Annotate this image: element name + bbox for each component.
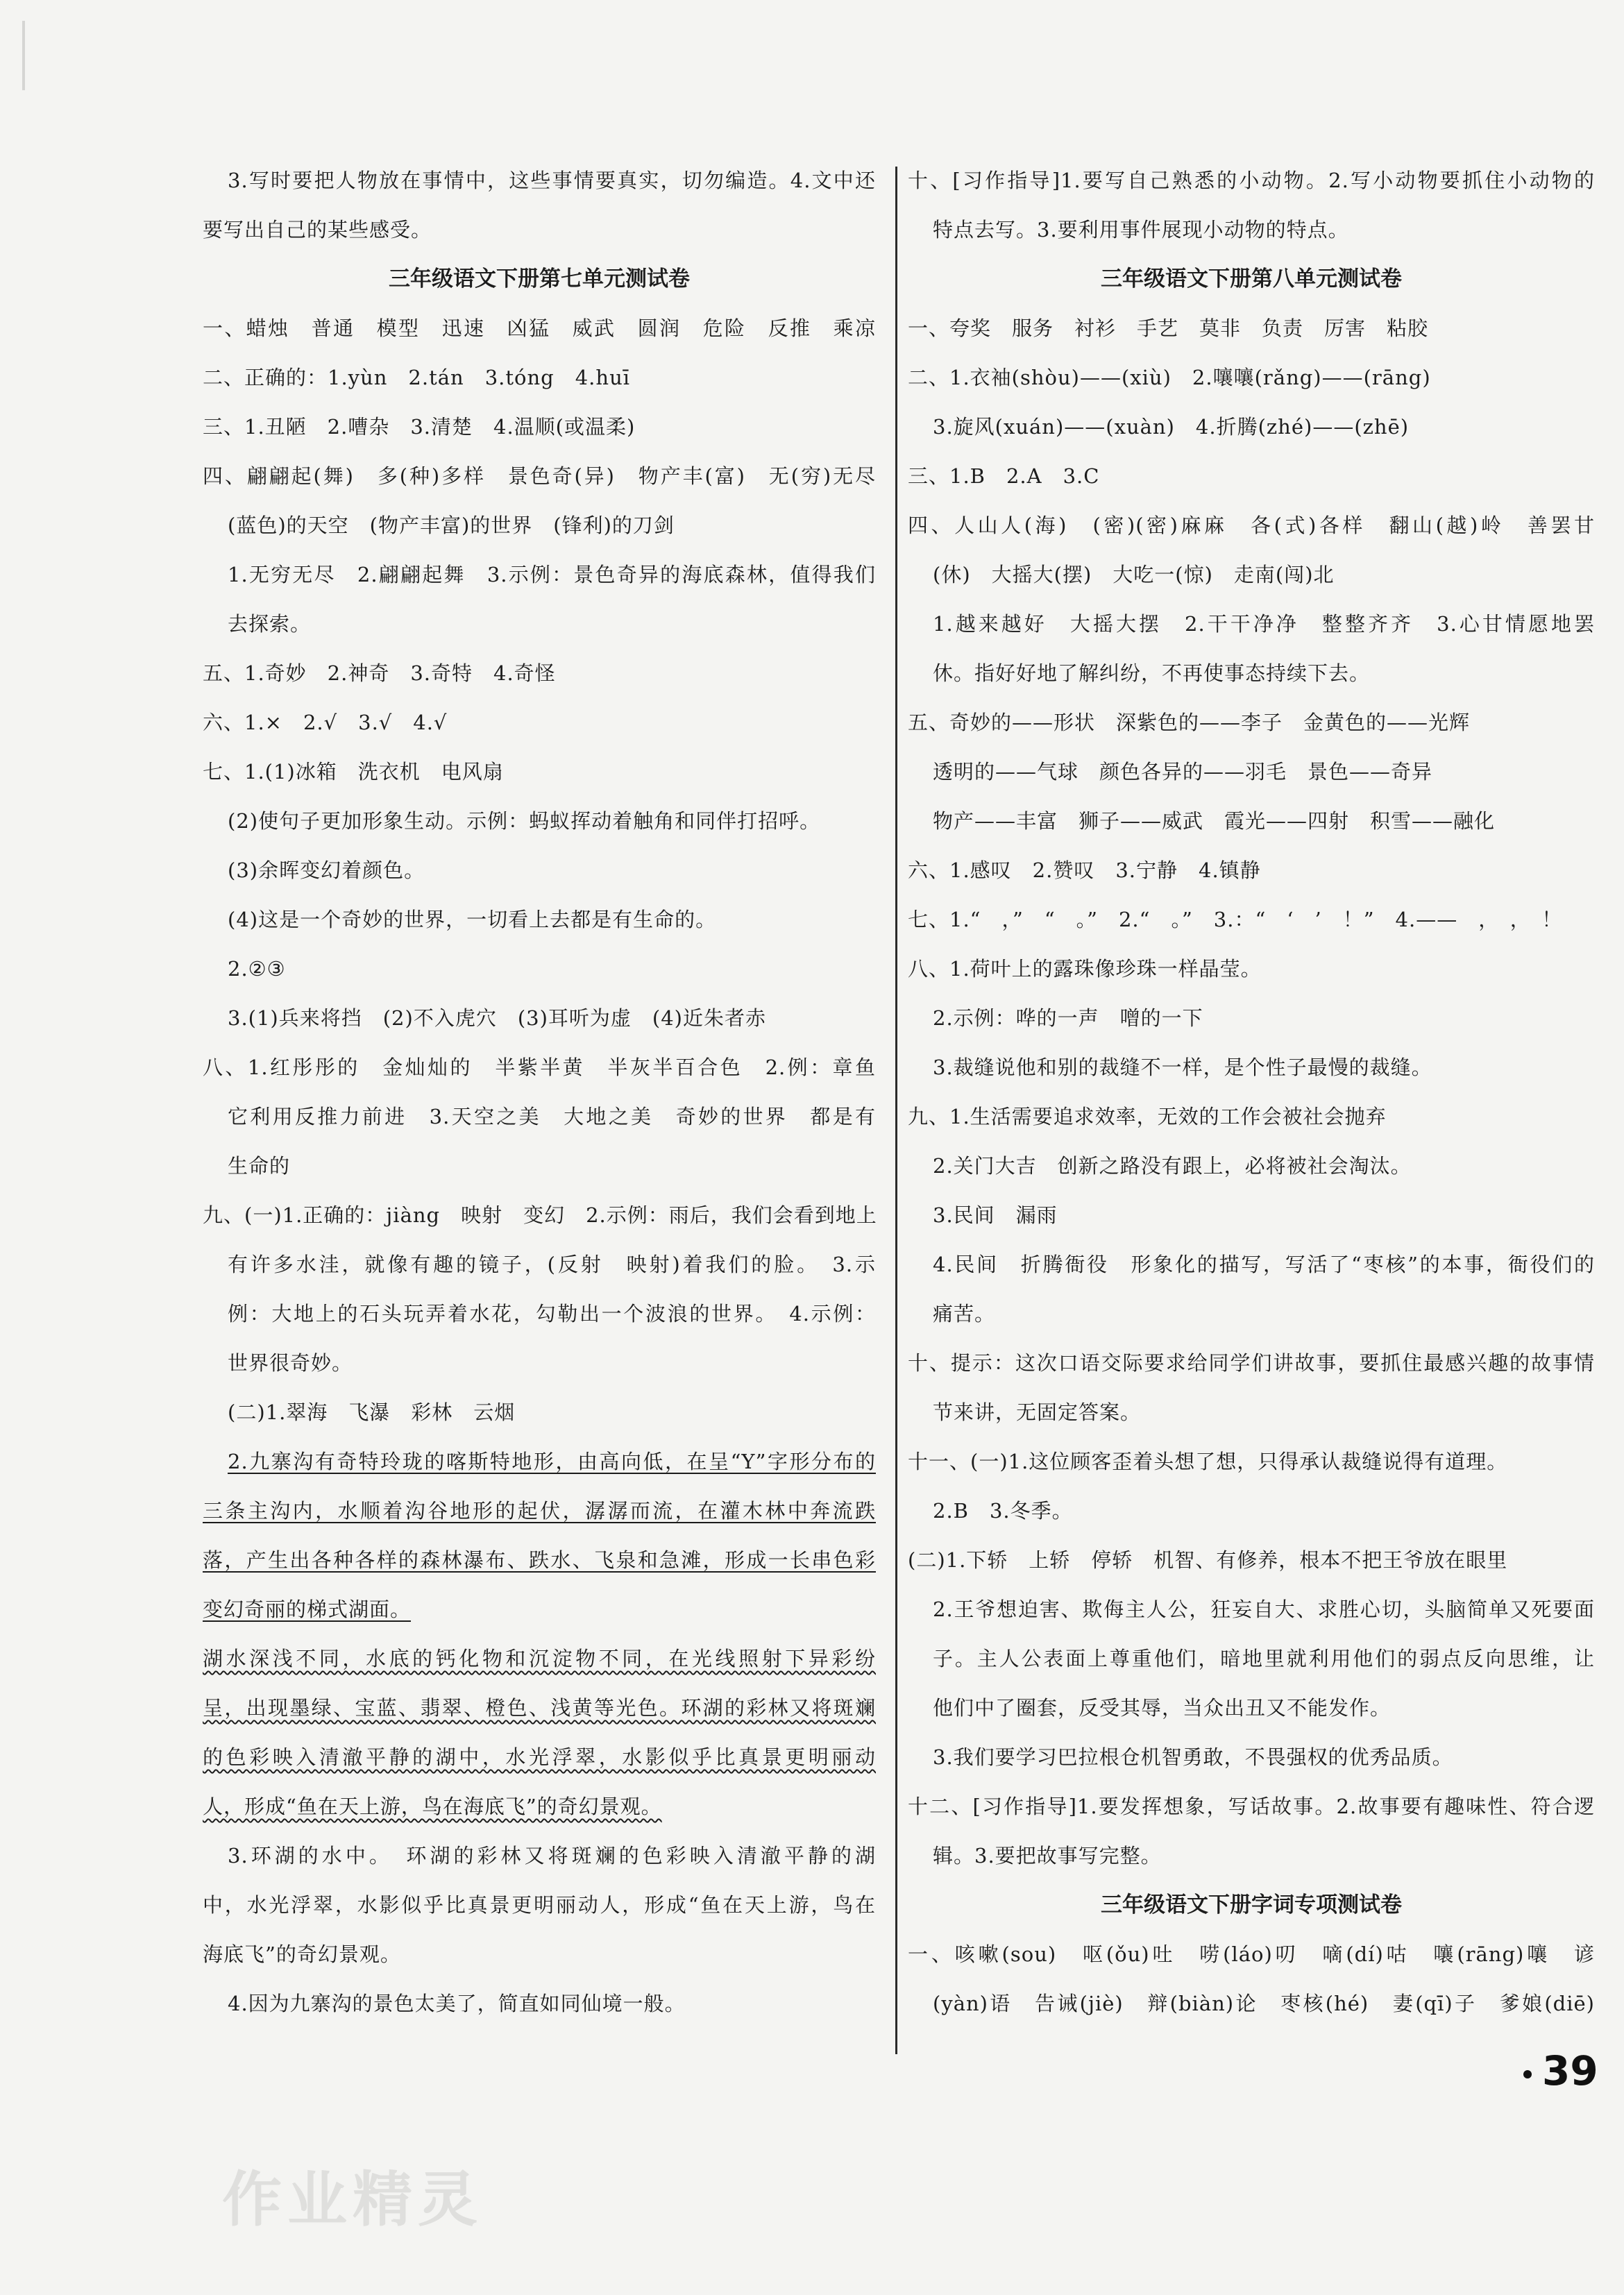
- wavy-underlined-line: 呈，出现墨绿、宝蓝、翡翠、橙色、浅黄等光色。环湖的彩林又将斑斓: [203, 1696, 876, 1720]
- underlined-line: 落，产生出各种各样的森林瀑布、跌水、飞泉和急滩，形成一长串色彩: [203, 1548, 876, 1572]
- text-line: 3.民间 漏雨: [933, 1203, 1058, 1227]
- text-line: 世界很奇妙。: [228, 1351, 353, 1375]
- text-line: (yàn)语 告诫(jiè) 辩(biàn)论 枣核(hé) 妻(qī)子 爹娘(diē): [933, 1992, 1595, 2015]
- section-heading-vocabulary: 三年级语文下册字词专项测试卷: [1101, 1892, 1402, 1917]
- text-line: 3.环湖的水中。 环湖的彩林又将斑斓的色彩映入清澈平静的湖: [228, 1844, 876, 1868]
- text-line: (二)1.下轿 上轿 停轿 机智、有修养，根本不把王爷放在眼里: [908, 1548, 1508, 1572]
- text-line: (二)1.翠海 飞瀑 彩林 云烟: [228, 1400, 516, 1424]
- text-line: 海底飞”的奇幻景观。: [203, 1942, 401, 1966]
- text-line: 要写出自己的某些感受。: [203, 218, 432, 242]
- text-line: 3.裁缝说他和别的裁缝不一样，是个性子最慢的裁缝。: [933, 1056, 1432, 1079]
- text-line: 八、1.荷叶上的露珠像珍珠一样晶莹。: [908, 957, 1262, 981]
- text-line: 三、1.丑陋 2.嘈杂 3.清楚 4.温顺(或温柔): [203, 415, 636, 439]
- text-line: 他们中了圈套，反受其辱，当众出丑又不能发作。: [933, 1696, 1392, 1720]
- text-line: 九、(一)1.正确的：jiàng 映射 变幻 2.示例：雨后，我们会看到地上: [203, 1203, 877, 1227]
- text-line: 二、1.衣袖(shòu)——(xiù) 2.嚷嚷(rǎng)——(rāng): [908, 366, 1431, 389]
- text-line: 痛苦。: [933, 1302, 996, 1326]
- text-line: 六、1.感叹 2.赞叹 3.宁静 4.镇静: [908, 858, 1261, 882]
- wavy-underlined-line: 湖水深浅不同，水底的钙化物和沉淀物不同，在光线照射下异彩纷: [203, 1647, 876, 1670]
- underlined-text: 变幻奇丽的梯式湖面。: [203, 1598, 412, 1621]
- text-line: (3)余晖变幻着颜色。: [228, 858, 425, 882]
- text-line: 3.(1)兵来将挡 (2)不入虎穴 (3)耳听为虚 (4)近朱者赤: [228, 1006, 766, 1030]
- text-line: (休) 大摇大(摆) 大吃一(惊) 走南(闯)北: [933, 563, 1335, 586]
- text-line: 中，水光浮翠，水影似乎比真景更明丽动人，形成“鱼在天上游，鸟在: [203, 1893, 876, 1917]
- right-column: [908, 156, 1595, 2029]
- text-line: 3.我们要学习巴拉根仓机智勇敢，不畏强权的优秀品质。: [933, 1745, 1453, 1769]
- wavy-underlined-line: [203, 1782, 876, 1831]
- text-line: 1.越来越好 大摇大摆 2.干干净净 整整齐齐 3.心甘情愿地罢: [933, 612, 1595, 636]
- text-line: 2.B 3.冬季。: [933, 1499, 1073, 1523]
- column-divider: [895, 167, 897, 2054]
- underlined-line: 三条主沟内，水顺着沟谷地形的起伏，潺潺而流，在灌木林中奔流跌: [203, 1499, 876, 1523]
- text-line: 休。指好好地了解纠纷，不再使事态持续下去。: [933, 661, 1371, 685]
- page-number-bullet: [1523, 2070, 1532, 2078]
- text-line: 2.示例：哗的一声 噌的一下: [933, 1006, 1203, 1030]
- text-line: 生命的: [228, 1154, 291, 1178]
- text-line: 一、夸奖 服务 衬衫 手艺 莫非 负责 厉害 粘胶: [908, 316, 1429, 340]
- text-line: 十、提示：这次口语交际要求给同学们讲故事，要抓住最感兴趣的故事情: [908, 1351, 1595, 1375]
- text-line: 四、翩翩起(舞) 多(种)多样 景色奇(异) 物产丰(富) 无(穷)无尽: [203, 464, 876, 488]
- text-line: 辑。3.要把故事写完整。: [933, 1844, 1162, 1868]
- text-line: 4.民间 折腾衙役 形象化的描写，写活了“枣核”的本事，衙役们的: [933, 1253, 1595, 1276]
- text-line: 2.关门大吉 创新之路没有跟上，必将被社会淘汰。: [933, 1154, 1412, 1178]
- text-line: 四、人山人(海) (密)(密)麻麻 各(式)各样 翻山(越)岭 善罢甘: [908, 514, 1595, 537]
- text-line: 节来讲，无固定答案。: [933, 1400, 1142, 1424]
- text-line: 3.写时要把人物放在事情中，这些事情要真实，切勿编造。4.文中还: [228, 169, 876, 192]
- text-line: 去探索。: [228, 612, 312, 636]
- text-line: 十一、(一)1.这位顾客歪着头想了想，只得承认裁缝说得有道理。: [908, 1450, 1508, 1473]
- text-line: 七、1.“ ，” “ 。” 2.“ 。” 3.：“ ‘ ’ ！” 4.—— ， ， ！: [908, 908, 1563, 931]
- text-line: 十、[习作指导]1.要写自己熟悉的小动物。2.写小动物要抓住小动物的: [908, 169, 1595, 192]
- scan-edge-mark: [22, 21, 25, 90]
- text-line: 4.因为九寨沟的景色太美了，简直如同仙境一般。: [228, 1992, 686, 2015]
- text-line: (蓝色)的天空 (物产丰富)的世界 (锋利)的刀剑: [228, 514, 675, 537]
- text-line: 例：大地上的石头玩弄着水花，勾勒出一个波浪的世界。 4.示例：: [228, 1302, 876, 1326]
- left-column: [203, 156, 876, 2029]
- text-line: 一、咳嗽(sou) 呕(ǒu)吐 唠(láo)叨 嘀(dí)咕 嚷(rāng)嚷 谚: [908, 1942, 1595, 1966]
- text-line: 六、1.× 2.√ 3.√ 4.√: [203, 711, 448, 734]
- text-line: (4)这是一个奇妙的世界，一切看上去都是有生命的。: [228, 908, 717, 931]
- watermark: 作业精灵: [222, 2165, 483, 2235]
- text-line: 它利用反推力前进 3.天空之美 大地之美 奇妙的世界 都是有: [228, 1105, 876, 1128]
- wavy-underlined-text: 人，形成“鱼在天上游，鸟在海底飞”的奇幻景观。: [203, 1795, 662, 1818]
- text-line: 子。主人公表面上尊重他们，暗地里就利用他们的弱点反向思维，让: [933, 1647, 1595, 1670]
- underlined-line: [203, 1585, 876, 1634]
- text-line: 一、蜡烛 普通 模型 迅速 凶猛 威武 圆润 危险 反推 乘凉: [203, 316, 876, 340]
- text-line: 特点去写。3.要利用事件展现小动物的特点。: [933, 218, 1349, 242]
- section-heading-unit7: 三年级语文下册第七单元测试卷: [389, 266, 690, 291]
- text-line: 二、正确的：1.yùn 2.tán 3.tóng 4.huī: [203, 366, 631, 389]
- text-line: 十二、[习作指导]1.要发挥想象，写话故事。2.故事要有趣味性、符合逻: [908, 1795, 1595, 1818]
- text-line: 五、1.奇妙 2.神奇 3.奇特 4.奇怪: [203, 661, 556, 685]
- text-line: 3.旋风(xuán)——(xuàn) 4.折腾(zhé)——(zhē): [933, 415, 1410, 439]
- section-heading-unit8: 三年级语文下册第八单元测试卷: [1101, 266, 1402, 291]
- text-line: 三、1.B 2.A 3.C: [908, 464, 1100, 488]
- text-line: 七、1.(1)冰箱 洗衣机 电风扇: [203, 760, 504, 784]
- text-line: 物产——丰富 狮子——威武 霞光——四射 积雪——融化: [933, 809, 1496, 833]
- text-line: 1.无穷无尽 2.翩翩起舞 3.示例：景色奇异的海底森林，值得我们: [228, 563, 876, 586]
- text-line: 透明的——气球 颜色各异的——羽毛 景色——奇异: [933, 760, 1433, 784]
- text-line: 有许多水洼，就像有趣的镜子，(反射 映射)着我们的脸。 3.示: [228, 1253, 876, 1276]
- text-line: 九、1.生活需要追求效率，无效的工作会被社会抛弃: [908, 1105, 1387, 1128]
- text-line: 2.王爷想迫害、欺侮主人公，狂妄自大、求胜心切，头脑简单又死要面: [933, 1598, 1595, 1621]
- text-line: 五、奇妙的——形状 深紫色的——李子 金黄色的——光辉: [908, 711, 1471, 734]
- text-line: 2.②③: [228, 957, 286, 981]
- wavy-underlined-line: 的色彩映入清澈平静的湖中，水光浮翠，水影似乎比真景更明丽动: [203, 1745, 876, 1769]
- text-line: (2)使句子更加形象生动。示例：蚂蚁挥动着触角和同伴打招呼。: [228, 809, 821, 833]
- text-line: 八、1.红彤彤的 金灿灿的 半紫半黄 半灰半百合色 2.例：章鱼: [203, 1056, 876, 1079]
- page-number: 39: [1542, 2047, 1598, 2094]
- underlined-line: 2.九寨沟有奇特玲珑的喀斯特地形，由高向低，在呈“Y”字形分布的: [228, 1450, 876, 1473]
